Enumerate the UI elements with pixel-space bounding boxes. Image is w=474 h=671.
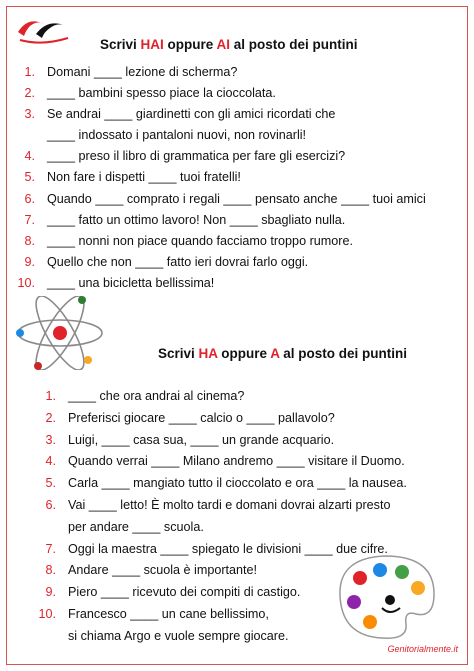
item-number: 4.: [45, 454, 56, 469]
item-text: ____ preso il libro di grammatica per fare gli esercizi?: [47, 149, 346, 164]
exercise-item: [26, 430, 407, 452]
item-number: 6.: [45, 497, 56, 512]
exercise-item: [5, 146, 426, 167]
exercise-item: [5, 273, 426, 294]
item-text: Preferisci giocare ____ calcio o ____ pallavolo?: [68, 410, 335, 425]
item-text: ____ una bicicletta bellissima!: [47, 275, 215, 290]
item-number: 10.: [38, 606, 56, 621]
item-text: Oggi la maestra ____ spiegato le divisioni ____ due cifre.: [68, 541, 388, 556]
item-text: ____ nonni non piace quando facciamo troppo rumore.: [47, 233, 353, 248]
exercise-item: [5, 252, 426, 273]
item-text: per andare ____ scuola.: [68, 519, 204, 534]
item-text: Piero ____ ricevuto dei compiti di castigo.: [68, 585, 301, 600]
item-text: Quando ____ comprato i regali ____ pensato anche ____ tuoi amici: [47, 191, 426, 206]
atom-icon: [14, 296, 106, 370]
item-text: Domani ____ lezione di scherma?: [47, 65, 238, 79]
item-number: 7.: [45, 541, 56, 556]
paint-palette-icon: [330, 548, 440, 644]
item-text: ____ indossato i pantaloni nuovi, non rovinarli!: [47, 128, 307, 143]
item-number: 10.: [17, 275, 35, 290]
item-number: 9.: [45, 585, 56, 600]
exercise-item: [5, 125, 426, 146]
exercise-item: [26, 473, 407, 495]
item-text: si chiama Argo e vuole sempre giocare.: [68, 628, 289, 643]
footer-credit: Genitorialmente.it: [387, 644, 458, 654]
exercise-item: [5, 167, 426, 188]
item-number: 5.: [45, 476, 56, 491]
item-number: 5.: [24, 170, 35, 185]
item-number: 2.: [24, 86, 35, 101]
item-number: 6.: [24, 191, 35, 206]
item-number: 8.: [45, 563, 56, 578]
section2-title: Scrivi HA oppure A al posto dei puntini: [158, 346, 408, 361]
exercise-item: [5, 231, 426, 252]
item-text: ____ fatto un ottimo lavoro! Non ____ sbagliato nulla.: [47, 212, 346, 227]
exercise-item: [5, 62, 426, 83]
item-text: Se andrai ____ giardinetti con gli amici ricordati che: [47, 107, 336, 122]
exercise-list-1: [5, 62, 426, 294]
item-text: Andare ____ scuola è importante!: [68, 563, 258, 578]
item-number: 1.: [24, 65, 35, 79]
item-number: 2.: [45, 410, 56, 425]
item-number: 7.: [24, 212, 35, 227]
item-number: 3.: [45, 432, 56, 447]
exercise-item: [5, 104, 426, 125]
item-text: Quello che non ____ fatto ieri dovrai farlo oggi.: [47, 254, 309, 269]
item-number: 9.: [24, 254, 35, 269]
exercise-item: [5, 83, 426, 104]
exercise-item: [26, 408, 407, 430]
exercise-item: [5, 189, 426, 210]
item-text: Quando verrai ____ Milano andremo ____ visitare il Duomo.: [68, 454, 405, 469]
item-number: 3.: [24, 107, 35, 122]
exercise-item: [26, 386, 407, 408]
exercise-item: [5, 210, 426, 231]
item-text: Non fare i dispetti ____ tuoi fratelli!: [47, 170, 241, 185]
item-text: Carla ____ mangiato tutto il cioccolato e ora ____ la nausea.: [68, 476, 407, 491]
birds-logo-icon: [14, 10, 72, 46]
item-number: 1.: [45, 389, 56, 403]
item-text: Luigi, ____ casa sua, ____ un grande acquario.: [68, 432, 335, 447]
item-number: 4.: [24, 149, 35, 164]
item-text: Vai ____ letto! È molto tardi e domani dovrai alzarti presto: [68, 497, 391, 512]
item-text: ____ che ora andrai al cinema?: [68, 389, 245, 403]
exercise-item: [26, 517, 407, 539]
section1-title: Scrivi HAI oppure AI al posto dei puntini: [100, 37, 358, 52]
item-text: ____ bambini spesso piace la cioccolata.: [47, 86, 276, 101]
exercise-item: [26, 495, 407, 517]
exercise-item: [26, 451, 407, 473]
item-number: 8.: [24, 233, 35, 248]
item-text: Francesco ____ un cane bellissimo,: [68, 606, 269, 621]
